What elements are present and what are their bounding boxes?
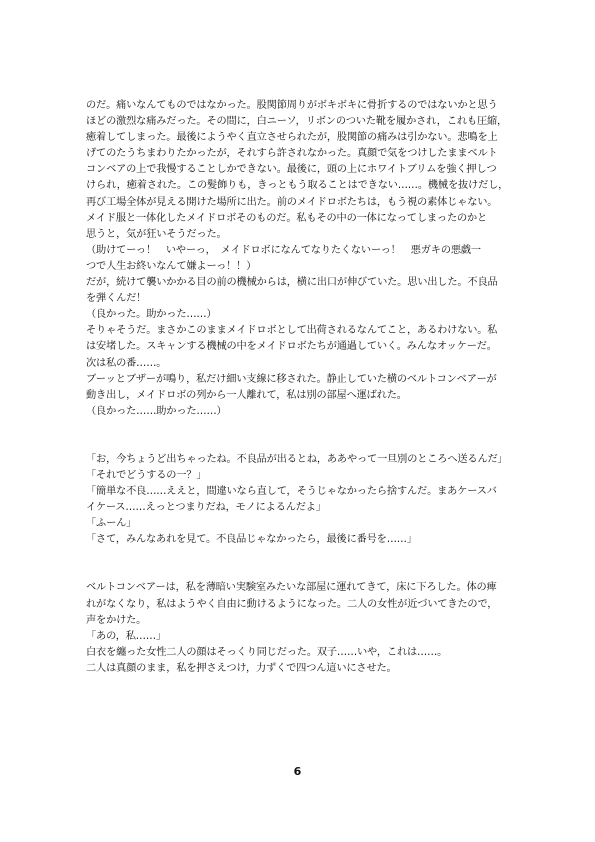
- section-break: [86, 420, 516, 452]
- page-number: 6: [293, 765, 302, 778]
- paragraph-1: [86, 98, 516, 420]
- text-line: げてのたうちまわりたかったが，それすら許されなかった。真顔で気をつけしたままベルト: [86, 148, 498, 160]
- text-line: メイド服と一体化したメイドロボそのものだ。私もその中の一体になってしまったのかと: [86, 212, 488, 224]
- text-line: ベルトコンベアーは，私を薄暗い実験室みたいな部屋に運れてきて，床に下ろした。体の痺: [86, 582, 497, 594]
- text-line: 再び工場全体が見える開けた場所に出た。前のメイドロボたちは，もう視の素体じゃない。: [86, 196, 498, 208]
- text-line: 次は私の番……。: [86, 357, 167, 369]
- text-line: 白衣を纏った女性二人の顔はそっくり同じだった。双子……いや，これは……。: [86, 646, 448, 658]
- text-line: ブーッとブザーが鳴り，私だけ細い支線に移された。静止していた横のベルトコンベアーが: [86, 373, 497, 385]
- text-line: 動き出し，メイドロボの列から一人離れて，私は別の部屋へ運ばれた。: [86, 389, 407, 401]
- text-line: 癒着してしまった。最後にようやく直立させられたが，股関節の痛みは引かない。悲鳴を上: [86, 132, 498, 144]
- text-line: そりゃそうだ。まさかこのままメイドロボとして出荷されるなんてこと，あるわけない。私: [86, 325, 498, 337]
- text-line: 声をかけた。: [86, 614, 147, 626]
- text-line: つで人生お終いなんて嫌よーっ！！）: [86, 260, 257, 272]
- text-line: 「ふーん」: [86, 518, 137, 530]
- text-line: 二人は真顔のまま，私を押さえつけ，力ずくで四つん這いにさせた。: [86, 662, 397, 674]
- text-line: ほどの激烈な痛みだった。その間に，白ニーソ，リボンのついた靴を履かされ，これも圧縮，: [86, 116, 508, 128]
- section-break: [86, 548, 516, 580]
- text-line: 「あの，私……」: [86, 630, 166, 642]
- text-line: のだ。痛いなんてものではなかった。股関節周りがボキボキに骨折するのではないかと思う: [86, 100, 498, 111]
- text-line: けられ，癒着された。この髪飾りも，きっともう取ることはできない……。機械を抜けだし，: [86, 180, 509, 192]
- text-line: 思うと，気が狂いそうだった。: [86, 228, 227, 240]
- text-line: 「お，今ちょうど出ちゃったね。不良品が出るとね，ああやって一旦別のところへ送るんだ」: [86, 453, 508, 465]
- text-line: 「簡単な不良……ええと，間違いなら直して，そうじゃなかったら捨すんだ。まあケースバ: [86, 486, 497, 498]
- text-line: （良かった。助かった……）: [86, 309, 217, 321]
- text-line: （良かった……助かった……）: [86, 405, 227, 417]
- text-line: だが，続けて襲いかかる目の前の機械からは，横に出口が伸びていた。思い出した。不良品: [86, 277, 498, 289]
- body-text: [86, 98, 516, 677]
- text-line: 「それでどうするの一？」: [86, 469, 207, 481]
- paragraph-2: [86, 452, 516, 549]
- text-line: を弾くんだ！: [86, 293, 147, 305]
- text-line: れがなくなり，私はようやく自由に動けるようになった。二人の女性が近づいてきたので，: [86, 598, 498, 610]
- text-line: コンベアの上で我慢することしかできない。最後に，頭の上にホワイトブリムを強く押しつ: [86, 164, 497, 176]
- text-line: イケース……えっとつまりだね，モノによるんだよ」: [86, 502, 326, 514]
- text-line: は安堵した。スキャンする機械の中をメイドロボたちが通過していく。みんなオッケーだ。: [86, 341, 497, 353]
- text-line: 「さて，みんなあれを見て。不良品じゃなかったら，最後に番号を……」: [86, 534, 417, 546]
- text-line: （助けてーっ！ いやーっ， メイドロボになんてなりたくないーっ！ 悪ガキの悪戯一: [86, 244, 481, 256]
- paragraph-3: [86, 580, 516, 677]
